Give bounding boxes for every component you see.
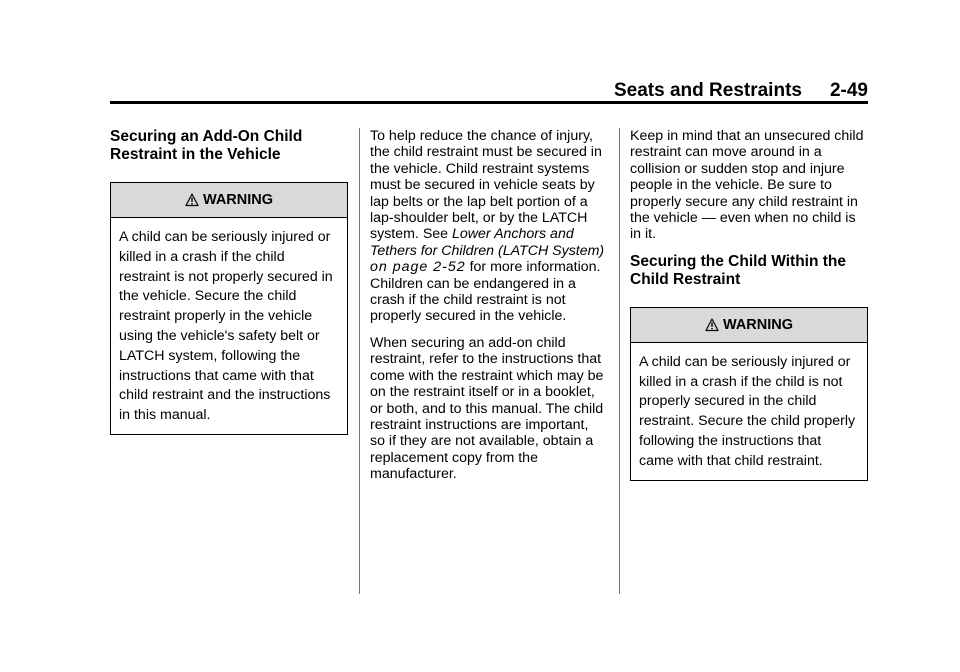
column-divider-1 bbox=[359, 128, 360, 594]
column-1 bbox=[110, 128, 348, 435]
column-2 bbox=[370, 128, 606, 493]
page-number: 2-49 bbox=[829, 80, 868, 101]
cross-reference-page[interactable]: on page 2-52 bbox=[370, 259, 466, 276]
section-heading: Securing the Child Within the Child Restraint bbox=[630, 252, 846, 288]
header-rule bbox=[110, 101, 868, 104]
cross-reference-link[interactable]: Lower Anchors and Tethers for Children (LATCH System) bbox=[370, 226, 605, 259]
warning-icon bbox=[185, 193, 199, 207]
warning-label: WARNING bbox=[722, 316, 794, 333]
column-3 bbox=[630, 128, 868, 481]
paragraph: Keep in mind that an unsecured child restraint can move around in a collision or sudden stop and injure people in the vehicle. Be sure to properly secure any child restraint in the vehicle — even when no child is in it. bbox=[630, 128, 864, 243]
paragraph: When securing an add-on child restraint, refer to the instructions that come with the restraint which may be on the restraint itself or in a booklet, or both, and to this manual. The child restraint instructions are important, so if they are not available, obtain a replacement copy from the manufacturer. bbox=[370, 334, 604, 483]
warning-text: A child can be seriously injured or killed in a crash if the child is not properly secured in the child restraint. Secure the child properly following the instructions that came with that child restraint. bbox=[639, 353, 856, 469]
paragraph-text: for more information. Children can be endangered in a crash if the child restraint is not properly secured in the vehicle. bbox=[370, 259, 601, 325]
warning-header bbox=[631, 308, 867, 343]
paragraph bbox=[370, 128, 606, 325]
warning-box bbox=[110, 182, 348, 435]
warning-box bbox=[630, 307, 868, 481]
paragraph-text: To help reduce the chance of injury, the child restraint must be secured in the vehicle. Child restraint systems must be secured in vehicle seats by lap belts or the lap belt portion of a lap-shoulder belt, or by the LATCH system. See bbox=[370, 128, 602, 243]
section-heading: Securing an Add-On Child Restraint in the Vehicle bbox=[110, 128, 303, 163]
section-title: Seats and Restraints bbox=[614, 80, 802, 101]
warning-text: A child can be seriously injured or killed in a crash if the child restraint is not properly secured in the vehicle. Secure the child restraint properly in the vehicle using the vehicle's safety belt or LATCH system, following the instructions that came with that child restraint and the instructions in this manual. bbox=[119, 229, 333, 424]
warning-header bbox=[111, 183, 347, 218]
column-divider-2 bbox=[619, 128, 620, 594]
warning-label: WARNING bbox=[202, 191, 274, 208]
warning-icon bbox=[705, 318, 719, 332]
